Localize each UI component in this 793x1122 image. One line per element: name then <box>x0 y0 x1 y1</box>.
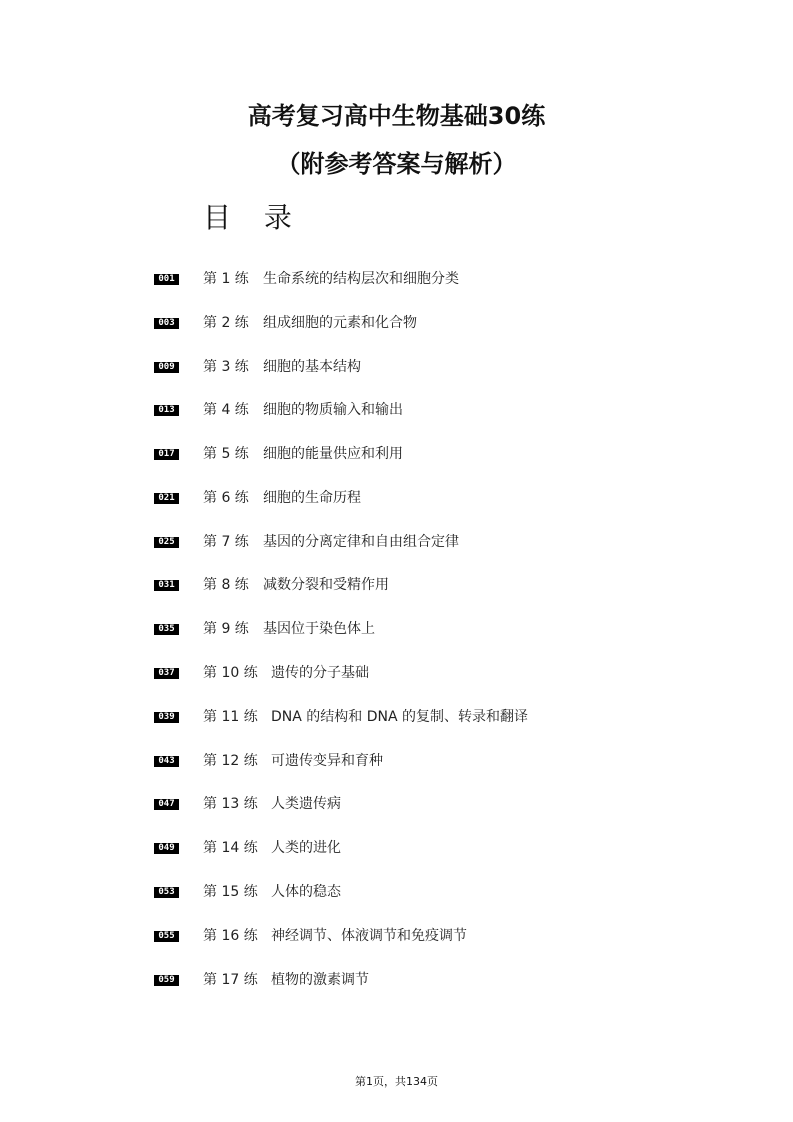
toc-page-number: 025 <box>154 537 179 548</box>
toc-item[interactable] <box>0 659 793 687</box>
toc-topic: 人类遗传病 <box>271 796 341 812</box>
page-footer: 第1页，共134页 <box>355 1075 438 1088</box>
toc-lesson-label: 第 15 练 <box>203 884 258 900</box>
toc-lesson-label: 第 11 练 <box>203 709 258 725</box>
toc-page-number: 035 <box>154 624 179 635</box>
toc-heading: 目 录 <box>203 201 304 234</box>
toc-topic: 神经调节、体液调节和免疫调节 <box>271 928 467 944</box>
toc-topic: 基因的分离定律和自由组合定律 <box>263 534 459 550</box>
toc-lesson-label: 第 5 练 <box>203 446 249 462</box>
toc-lesson-label: 第 17 练 <box>203 972 258 988</box>
toc-lesson-label: 第 16 练 <box>203 928 258 944</box>
toc-page-number: 017 <box>154 449 179 460</box>
toc-lesson-label: 第 8 练 <box>203 577 249 593</box>
toc-topic: 遗传的分子基础 <box>271 665 369 681</box>
toc-page-number: 009 <box>154 362 179 373</box>
toc-lesson-label: 第 12 练 <box>203 753 258 769</box>
toc-page-number: 021 <box>154 493 179 504</box>
toc-item[interactable] <box>0 922 793 950</box>
toc-topic: 植物的激素调节 <box>271 972 369 988</box>
toc-item[interactable] <box>0 265 793 293</box>
toc-item[interactable] <box>0 790 793 818</box>
toc-lesson-label: 第 4 练 <box>203 402 249 418</box>
toc-lesson-label: 第 9 练 <box>203 621 249 637</box>
toc-item[interactable] <box>0 309 793 337</box>
toc-page-number: 013 <box>154 405 179 416</box>
toc-page-number: 037 <box>154 668 179 679</box>
toc-lesson-label: 第 14 练 <box>203 840 258 856</box>
toc-lesson-label: 第 6 练 <box>203 490 249 506</box>
toc-item[interactable] <box>0 834 793 862</box>
toc-item[interactable] <box>0 484 793 512</box>
toc-page-number: 031 <box>154 580 179 591</box>
toc-topic: 组成细胞的元素和化合物 <box>263 315 417 331</box>
document-subtitle: （附参考答案与解析） <box>276 150 517 178</box>
toc-page-number: 053 <box>154 887 179 898</box>
toc-page-number: 001 <box>154 274 179 285</box>
toc-item[interactable] <box>0 396 793 424</box>
toc-lesson-label: 第 3 练 <box>203 359 249 375</box>
toc-item[interactable] <box>0 878 793 906</box>
toc-topic: 可遗传变异和育种 <box>271 753 383 769</box>
toc-lesson-label: 第 7 练 <box>203 534 249 550</box>
toc-topic: 细胞的生命历程 <box>263 490 361 506</box>
toc-page-number: 049 <box>154 843 179 854</box>
toc-page-number: 047 <box>154 799 179 810</box>
toc-page-number: 059 <box>154 975 179 986</box>
toc-item[interactable] <box>0 571 793 599</box>
toc-item[interactable] <box>0 703 793 731</box>
toc-topic: 细胞的能量供应和利用 <box>263 446 403 462</box>
toc-topic: DNA 的结构和 DNA 的复制、转录和翻译 <box>271 709 529 725</box>
toc-topic: 细胞的物质输入和输出 <box>263 402 403 418</box>
toc-lesson-label: 第 10 练 <box>203 665 258 681</box>
toc-item[interactable] <box>0 966 793 994</box>
toc-page-number: 043 <box>154 756 179 767</box>
toc-topic: 人类的进化 <box>271 840 341 856</box>
toc-topic: 人体的稳态 <box>271 884 341 900</box>
toc-topic: 生命系统的结构层次和细胞分类 <box>263 271 459 287</box>
toc-item[interactable] <box>0 615 793 643</box>
toc-lesson-label: 第 13 练 <box>203 796 258 812</box>
document-title: 高考复习高中生物基础30练 <box>247 102 546 130</box>
toc-item[interactable] <box>0 528 793 556</box>
toc-lesson-label: 第 2 练 <box>203 315 249 331</box>
toc-item[interactable] <box>0 747 793 775</box>
toc-page-number: 055 <box>154 931 179 942</box>
toc-page-number: 003 <box>154 318 179 329</box>
toc-topic: 基因位于染色体上 <box>263 621 375 637</box>
toc-page-number: 039 <box>154 712 179 723</box>
toc-item[interactable] <box>0 440 793 468</box>
toc-item[interactable] <box>0 353 793 381</box>
toc-lesson-label: 第 1 练 <box>203 271 249 287</box>
toc-topic: 细胞的基本结构 <box>263 359 361 375</box>
toc-topic: 减数分裂和受精作用 <box>263 577 389 593</box>
